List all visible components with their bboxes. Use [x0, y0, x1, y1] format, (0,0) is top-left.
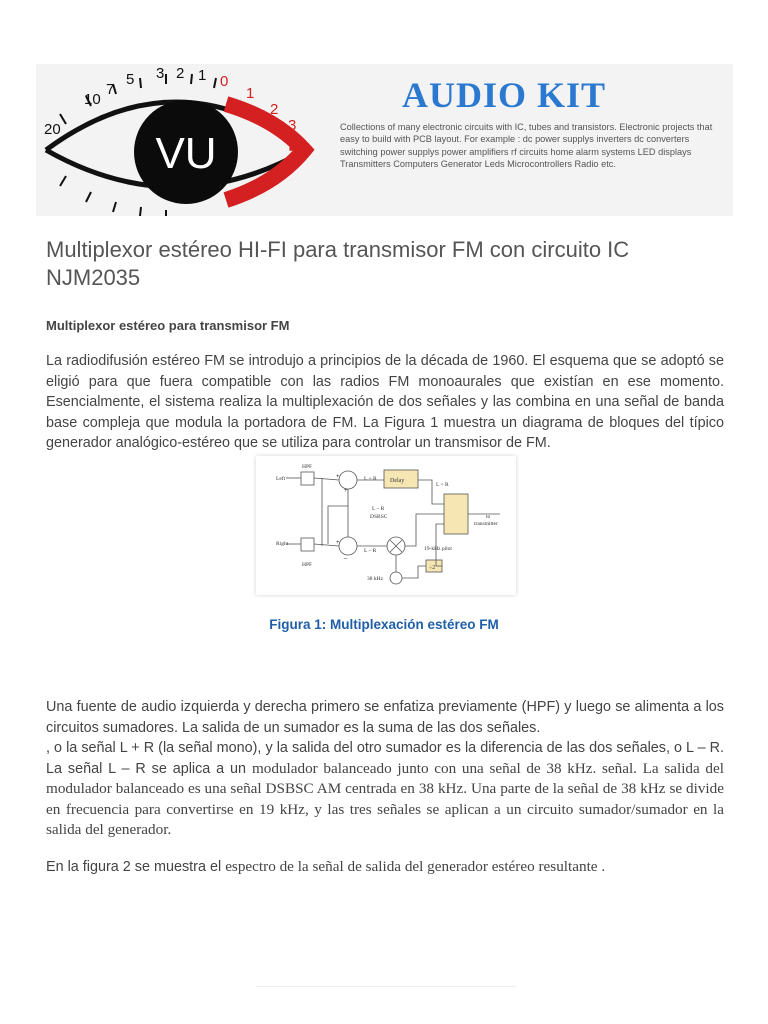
- label-lminusr: L – R: [372, 506, 385, 512]
- section-subheading: Multiplexor estéreo para transmisor FM: [46, 318, 290, 333]
- paragraph-text: , o la señal L + R (la señal mono), y la salida del otro sumador es la diferencia de las dos señales, o L – R. La señal L – R se aplica a un: [46, 740, 724, 777]
- vu-meter-logo: [36, 64, 336, 216]
- label-hpf-top: HPF: [302, 464, 313, 470]
- site-banner[interactable]: [36, 64, 733, 216]
- label-osc: 38 kHz: [367, 576, 384, 582]
- oscillator: [390, 572, 402, 584]
- scale-number: 7: [106, 81, 115, 98]
- adder-diff: [339, 537, 357, 555]
- scale-number: 5: [126, 71, 135, 88]
- label-delay: Delay: [390, 478, 405, 484]
- label-divider: ÷2: [429, 565, 436, 571]
- figure-1-diagram: [256, 456, 516, 595]
- scale-number: 2: [270, 101, 279, 118]
- paragraph-text: espectro de la señal de salida del generador estéreo resultante .: [225, 858, 606, 875]
- label-hpf-bottom: HPF: [302, 562, 313, 568]
- plus-sign: +: [288, 130, 308, 168]
- scale-number: 0: [220, 73, 229, 90]
- summer-block: [444, 494, 468, 534]
- scale-number: 2: [176, 65, 185, 82]
- adder-sum: [339, 471, 357, 489]
- scale-number: 3: [156, 65, 165, 82]
- label-lplusr-out: L + R: [436, 482, 449, 488]
- scale-number: 1: [198, 67, 207, 84]
- figure-caption: Figura 1: Multiplexación estéreo FM: [269, 617, 499, 632]
- paragraph-text: Una fuente de audio izquierda y derecha primero se enfatiza previamente (HPF) y luego se alimenta a los circuitos sumadores. La salida de un sumador es la suma de las dos señales.: [46, 699, 724, 736]
- page-title: Multiplexor estéreo HI-FI para transmisor FM con circuito IC NJM2035: [46, 237, 630, 290]
- scale-number: 10: [84, 91, 101, 108]
- paragraph-spectrum: [46, 857, 724, 878]
- label-right: Right: [276, 541, 289, 547]
- vu-text: VU: [155, 129, 217, 178]
- paragraph-intro: La radiodifusión estéreo FM se introdujo a principios de la década de 1960. El esquema que se adoptó se eligió para que fuera compatible con las radios FM monoaurales que existían en ese momento. Esencialmente, el sistema realiza la multiplexación de dos señales y las combina en una señal de banda base compleja que modula la portadora de FM. La Figura 1 muestra un diagrama de bloques del típico generador analógico-estéreo que se utiliza para controlar un transmisor de FM.: [46, 353, 724, 451]
- sign-minus: –: [344, 556, 348, 562]
- scale-number: 1: [246, 85, 255, 102]
- sign-plus: +: [344, 488, 348, 494]
- scale-number: 20: [44, 121, 61, 138]
- label-lminusr-bottom: L – R: [364, 548, 377, 554]
- paragraph-text: En la figura 2 se muestra el: [46, 859, 222, 875]
- label-pilot: 19-kHz pilot: [424, 546, 452, 552]
- block-diagram: [256, 456, 516, 595]
- label-dsbsc: DSBSC: [370, 514, 388, 520]
- paragraph-explanation: [46, 697, 724, 841]
- brand-title: AUDIO KIT: [402, 75, 607, 115]
- brand-description: Collections of many electronic circuits with IC, tubes and transistors. Electronic projects that easy to build with PCB layout. For example : dc power supplys inverters dc converters switching power supplys power amplifiers rf circuits home alarm systems LED displays Transmitters Computers Generator Leds Microcontrollers Radio etc.: [340, 122, 713, 170]
- label-left: Left: [276, 476, 286, 482]
- paragraph-text: modulador balanceado junto con una señal de 38 kHz. señal. La salida del modulador balanceado es una señal DSBSC AM centrada en 38 kHz. Una parte de la señal de 38 kHz se divide en frecuencia para convertirse en 19 kHz, y las tres señales se aplican a un circuito sumador/sumador en la salida del generador.: [46, 759, 724, 838]
- sign-plus: +: [336, 540, 340, 546]
- label-to: to: [486, 514, 491, 520]
- label-transmitter: transmitter: [474, 521, 498, 527]
- divider-line: [256, 986, 516, 987]
- sign-plus: +: [336, 474, 340, 480]
- label-lplusr: L + R: [364, 476, 377, 482]
- scale-number: 3: [288, 117, 297, 134]
